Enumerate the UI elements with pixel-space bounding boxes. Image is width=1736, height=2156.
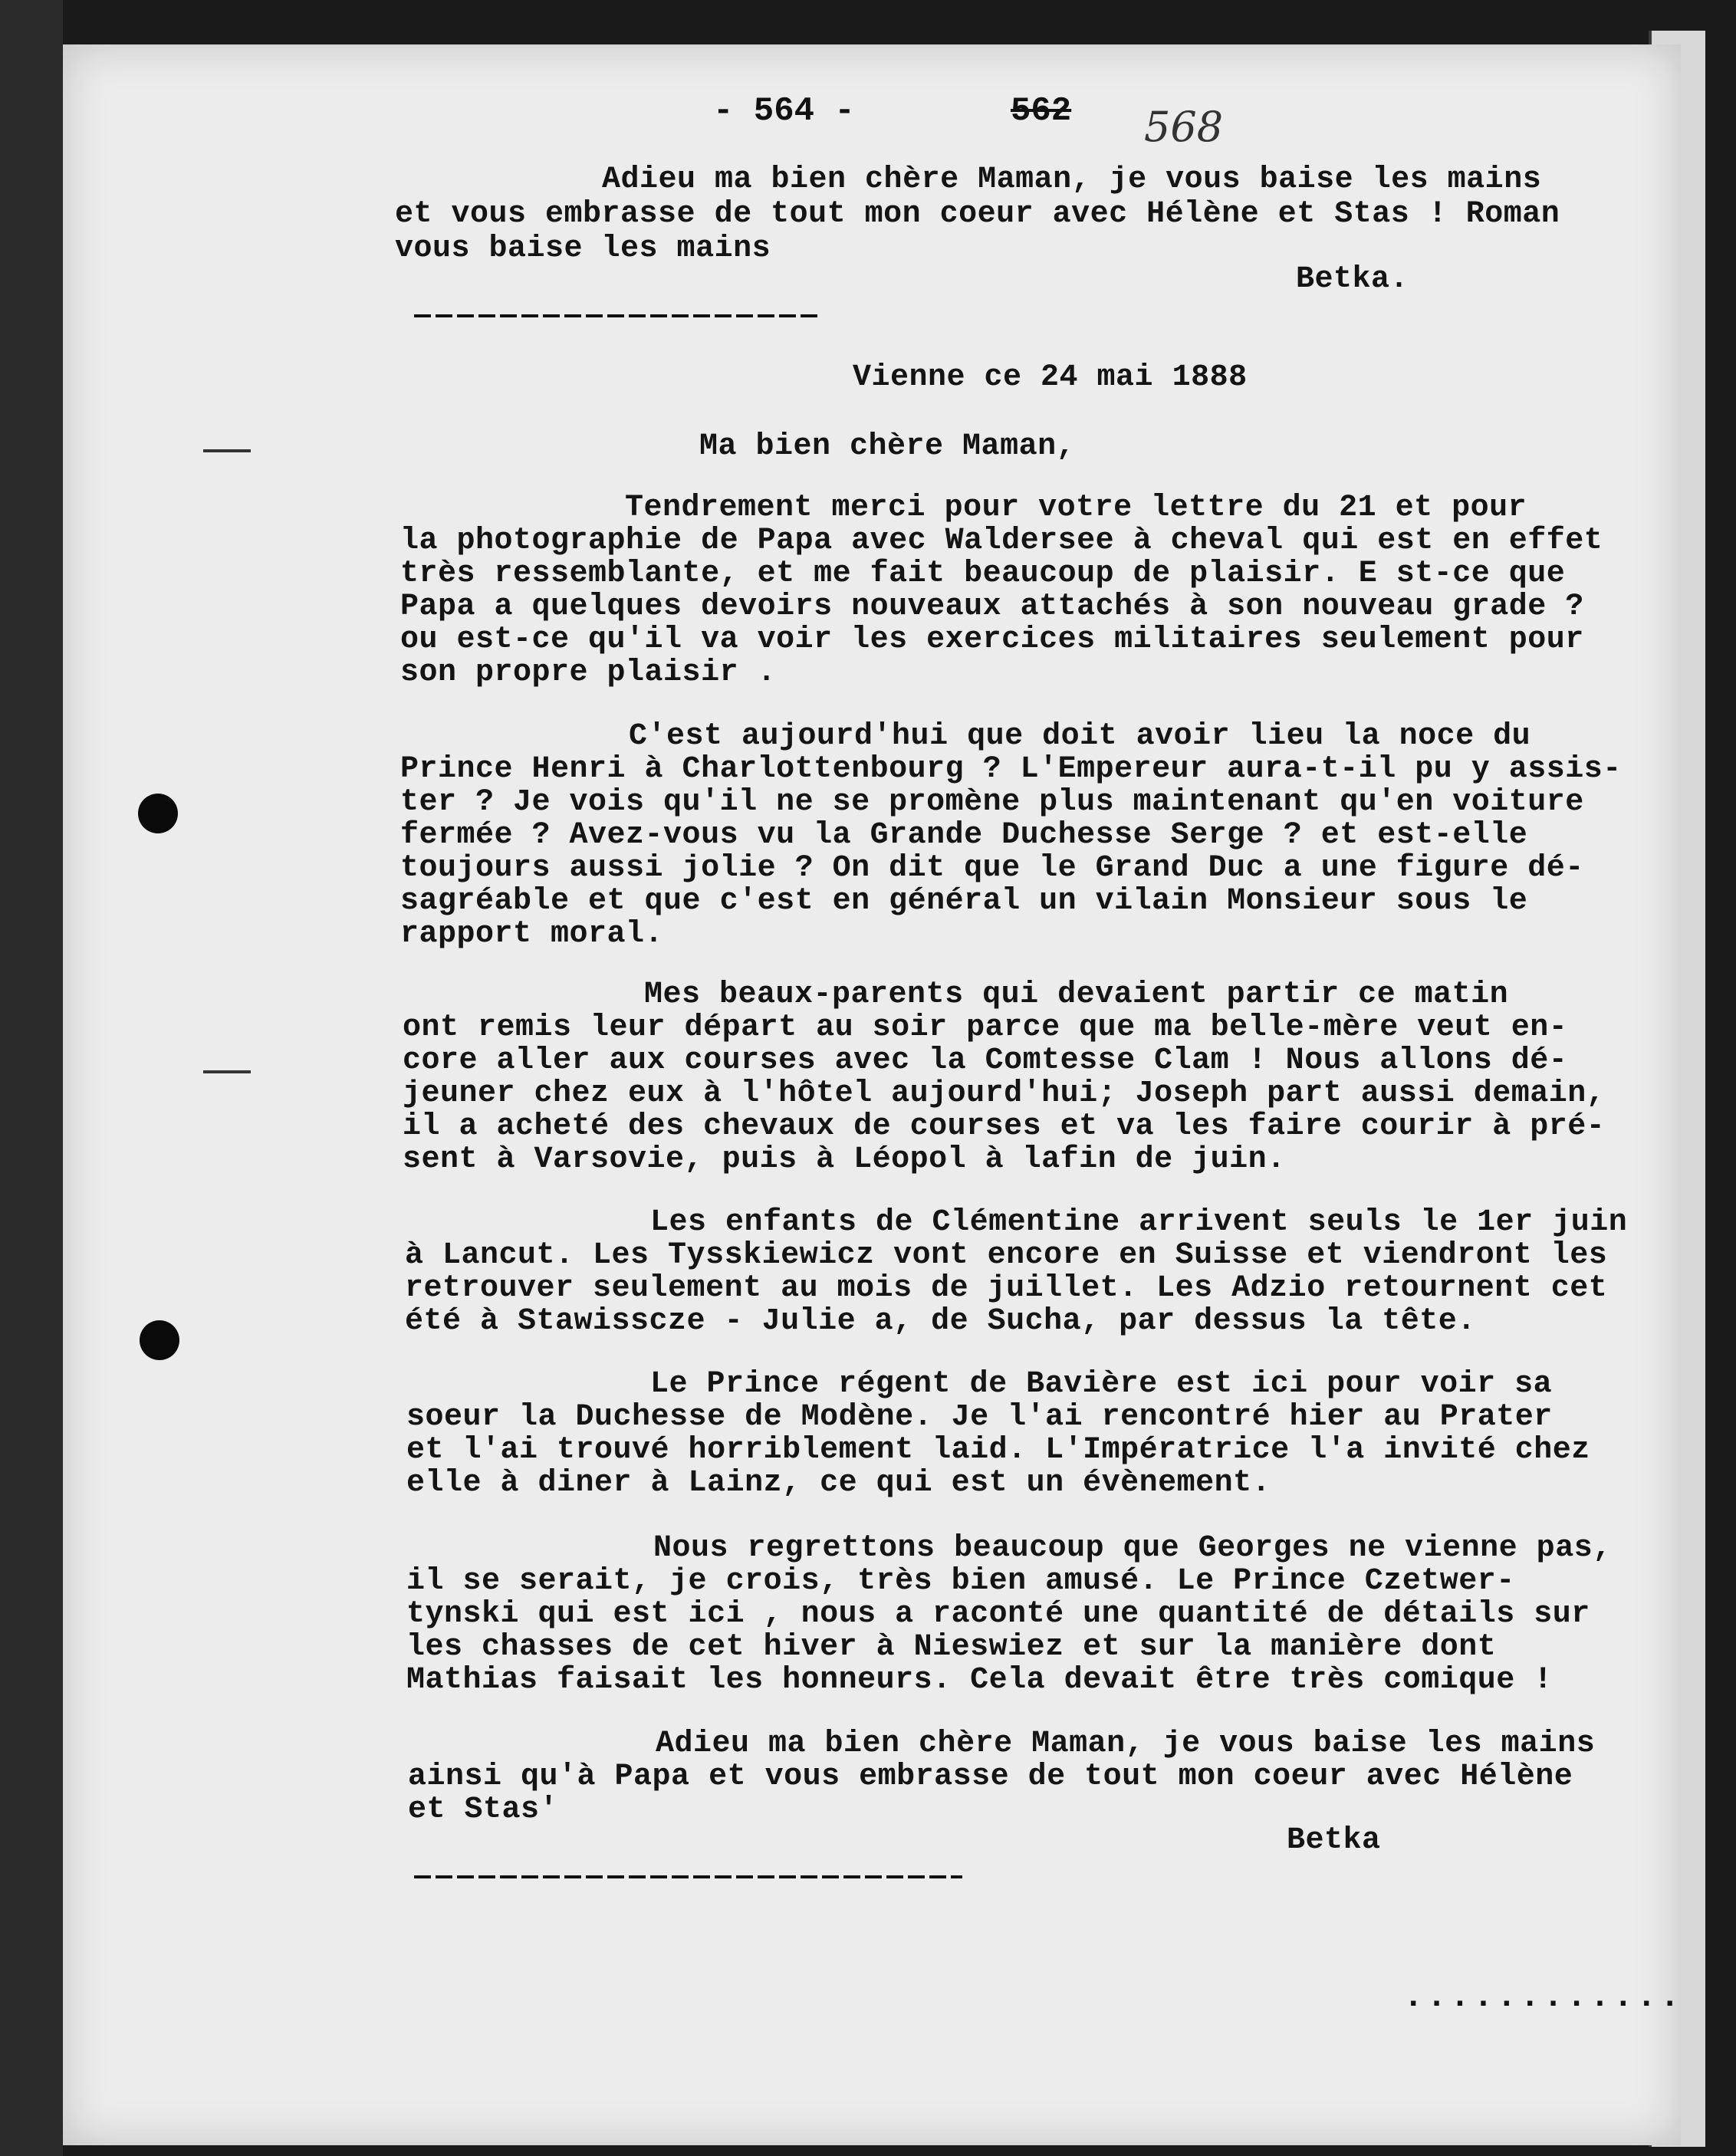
paragraph-line: sent à Varsovie, puis à Léopol à lafin de juin. <box>403 1142 1286 1177</box>
page-number-struck: 562 <box>1011 92 1072 130</box>
paragraph-line: Nous regrettons beaucoup que Georges ne vienne pas, <box>653 1531 1612 1566</box>
paragraph-line: ainsi qu'à Papa et vous embrasse de tout mon coeur avec Hélène <box>408 1760 1573 1794</box>
paragraph-line: Prince Henri à Charlottenbourg ? L'Empereur aura-t-il pu y assis- <box>400 752 1622 787</box>
letter1-line: vous baise les mains <box>395 232 771 266</box>
paragraph-line: ont remis leur départ au soir parce que ma belle-mère veut en- <box>403 1011 1568 1045</box>
paragraph-line: il a acheté des chevaux de courses et va les faire courir à pré- <box>403 1109 1606 1144</box>
letter1-signature: Betka. <box>1296 262 1409 297</box>
page-number-handwritten: 568 <box>1144 103 1224 151</box>
margin-mark <box>203 1070 251 1073</box>
paragraph-line: été à Stawisscze - Julie a, de Sucha, par dessus la tête. <box>405 1304 1476 1339</box>
letter1-line: et vous embrasse de tout mon coeur avec Hélène et Stas ! Roman <box>395 197 1560 232</box>
paragraph-line: retrouver seulement au mois de juillet. Les Adzio retournent cet <box>405 1271 1608 1306</box>
continuation-dots: ............ <box>1403 1978 1683 2016</box>
paragraph-line: tynski qui est ici , nous a raconté une quantité de détails sur <box>406 1597 1590 1632</box>
paragraph-line: ter ? Je vois qu'il ne se promène plus maintenant qu'en voiture <box>400 785 1584 820</box>
margin-mark <box>203 449 251 452</box>
paragraph-line: et l'ai trouvé horriblement laid. L'Impératrice l'a invité chez <box>406 1433 1590 1467</box>
punch-hole-bottom <box>140 1320 179 1360</box>
paragraph-line: jeuner chez eux à l'hôtel aujourd'hui; Joseph part aussi demain, <box>403 1076 1606 1111</box>
paragraph-line: C'est aujourd'hui que doit avoir lieu la noce du <box>629 719 1531 754</box>
paragraph-line: il se serait, je crois, très bien amusé. Le Prince Czetwer- <box>406 1564 1515 1599</box>
paragraph-line: soeur la Duchesse de Modène. Je l'ai rencontré hier au Prater <box>406 1400 1553 1435</box>
separator-rule <box>414 1875 962 1878</box>
paragraph-line: et Stas' <box>408 1793 559 1827</box>
paragraph-line: Tendrement merci pour votre lettre du 21 et pour <box>625 491 1527 525</box>
paragraph-line: Mathias faisait les honneurs. Cela devait être très comique ! <box>406 1663 1553 1698</box>
paragraph-line: très ressemblante, et me fait beaucoup de plaisir. E st-ce que <box>400 557 1566 591</box>
paragraph-line: core aller aux courses avec la Comtesse Clam ! Nous allons dé- <box>403 1043 1568 1078</box>
paragraph-line: les chasses de cet hiver à Nieswiez et sur la manière dont <box>406 1630 1497 1665</box>
paragraph-line: rapport moral. <box>400 917 664 951</box>
paragraph-line: toujours aussi jolie ? On dit que le Grand Duc a une figure dé- <box>400 851 1584 886</box>
paragraph-line: la photographie de Papa avec Waldersee à cheval qui est en effet <box>400 524 1603 558</box>
letter2-signature: Betka <box>1287 1823 1381 1858</box>
salutation: Ma bien chère Maman, <box>699 429 1076 464</box>
page-number-typed: - 564 - <box>713 92 855 130</box>
paragraph-line: à Lancut. Les Tysskiewicz vont encore en Suisse et viendront les <box>405 1238 1608 1273</box>
letter-date: Vienne ce 24 mai 1888 <box>853 360 1248 395</box>
scan-left-border <box>0 0 63 2156</box>
paragraph-line: ou est-ce qu'il va voir les exercices militaires seulement pour <box>400 623 1584 657</box>
paragraph-line: son propre plaisir . <box>400 656 777 690</box>
paragraph-line: sagréable et que c'est en général un vilain Monsieur sous le <box>400 884 1528 919</box>
letter1-line: Adieu ma bien chère Maman, je vous baise les mains <box>602 163 1542 197</box>
paragraph-line: elle à diner à Lainz, ce qui est un évènement. <box>406 1466 1271 1500</box>
paragraph-line: Les enfants de Clémentine arrivent seuls le 1er juin <box>650 1205 1628 1240</box>
paragraph-line: fermée ? Avez-vous vu la Grande Duchesse Serge ? et est-elle <box>400 818 1528 853</box>
paragraph-line: Le Prince régent de Bavière est ici pour voir sa <box>650 1367 1553 1402</box>
paragraph-line: Adieu ma bien chère Maman, je vous baise les mains <box>656 1727 1596 1761</box>
paragraph-line: Papa a quelques devoirs nouveaux attachés à son nouveau grade ? <box>400 590 1584 624</box>
separator-rule <box>414 314 820 317</box>
paragraph-line: Mes beaux-parents qui devaient partir ce matin <box>644 978 1509 1012</box>
punch-hole-top <box>138 794 178 833</box>
